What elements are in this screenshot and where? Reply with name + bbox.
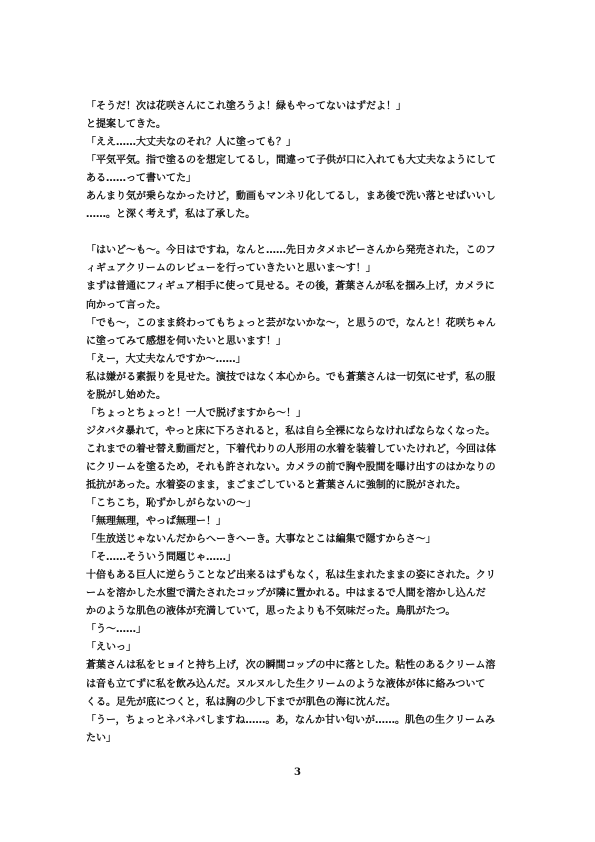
text-line: 十倍もある巨人に逆らうことなど出来るはずもなく，私は生まれたままの姿にされた。クリ bbox=[86, 570, 496, 582]
text-line: ームを溶かした水盥で満たされたコップが隣に置かれる。中はまるで人間を溶かし込んだ bbox=[86, 588, 486, 600]
text-line: 「ええ……大丈夫なのそれ？人に塗っても？」 bbox=[86, 137, 296, 149]
text-line: に塗ってみて感想を伺いたいと思います！」 bbox=[86, 335, 286, 347]
text-line: と提案してきた。 bbox=[86, 119, 166, 131]
text-line: 抵抗があった。水着姿のまま，まごまごしていると蒼葉さんに強制的に脱がされた。 bbox=[86, 479, 466, 491]
text-line: 「そ……そういう問題じゃ……」 bbox=[86, 552, 236, 564]
text-line: にクリームを塗るため，それも許されない。カメラの前で胸や股間を曝け出すのはかなりの bbox=[86, 461, 496, 473]
text-line: 「平気平気。指で塗るのを想定してるし，間違って子供が口に入れても大丈夫なようにして bbox=[86, 155, 496, 167]
text-line: 「ちょっとちょっと！一人で脱げますから～！」 bbox=[86, 407, 306, 419]
text-line: は音も立てずに私を飲み込んだ。ヌルヌルした生クリームのような液体が体に絡みついて bbox=[86, 678, 486, 690]
text-line: 「でも～，このまま終わってもちょっと芸がないかな～，と思うので，なんと！花咲ちゃん bbox=[86, 317, 496, 329]
body-text bbox=[86, 98, 516, 748]
text-line: 「えいっ」 bbox=[86, 642, 136, 654]
text-line: たい」 bbox=[86, 732, 116, 744]
text-line: ジタバタ暴れて，やっと床に下ろされると，私は自ら全裸にならなければならなくなった。 bbox=[86, 425, 496, 437]
text-line: 「無理無理，やっぱ無理ー！」 bbox=[86, 516, 226, 528]
text-line: 「こちこち，恥ずかしがらないの～」 bbox=[86, 498, 256, 510]
text-line: 「う～……」 bbox=[86, 624, 146, 636]
text-line: 「えー，大丈夫なんですか～……」 bbox=[86, 353, 246, 365]
text-line: 蒼葉さんは私をヒョイと持ち上げ，次の瞬間コップの中に落とした。粘性のあるクリーム溶 bbox=[86, 660, 496, 672]
text-line: 私は嫌がる素振りを見せた。演技ではなく本心から。でも蒼葉さんは一切気にせず，私の服 bbox=[86, 371, 496, 383]
text-line: かのような肌色の液体が充満していて，思ったよりも不気味だった。鳥肌がたつ。 bbox=[86, 606, 456, 618]
text-line: 「うー，ちょっとネバネバしますね……。あ，なんか甘い匂いが……。肌色の生クリームみ bbox=[86, 714, 495, 726]
text-line: ある……って書いてた」 bbox=[86, 173, 196, 185]
text-line: 「そうだ！次は花咲さんにこれ塗ろうよ！緑もやってないはずだよ！」 bbox=[86, 101, 406, 112]
text-line: 「生放送じゃないんだからへーきへーき。大事なとこは編集で隠すからさ～」 bbox=[86, 534, 436, 546]
blank-line bbox=[86, 224, 516, 242]
text-line: くる。足先が底につくと，私は胸の少し下までが肌色の海に沈んだ。 bbox=[86, 696, 396, 708]
page-number: 3 bbox=[294, 767, 301, 778]
text-line: 向かって言った。 bbox=[86, 299, 166, 311]
text-line: ィギュアクリームのレビューを行っていきたいと思いま～す！」 bbox=[86, 263, 376, 275]
text-line: 「はいど～も～。今日はですね，なんと……先日カタメホビーさんから発売された，このフ bbox=[86, 245, 496, 257]
text-line: を脱がし始めた。 bbox=[86, 389, 166, 401]
text-line: これまでの着せ替え動画だと，下着代わりの人形用の水着を装着していたけれど，今回は体 bbox=[86, 443, 496, 455]
text-line: ……。と深く考えず，私は了承した。 bbox=[86, 209, 256, 221]
text-line: あんまり気が乗らなかったけど，動画もマンネリ化してるし，まあ後で洗い落とせばいいし bbox=[86, 191, 496, 203]
text-line: まずは普通にフィギュア相手に使って見せる。その後，蒼葉さんが私を掴み上げ，カメラに bbox=[86, 281, 495, 293]
